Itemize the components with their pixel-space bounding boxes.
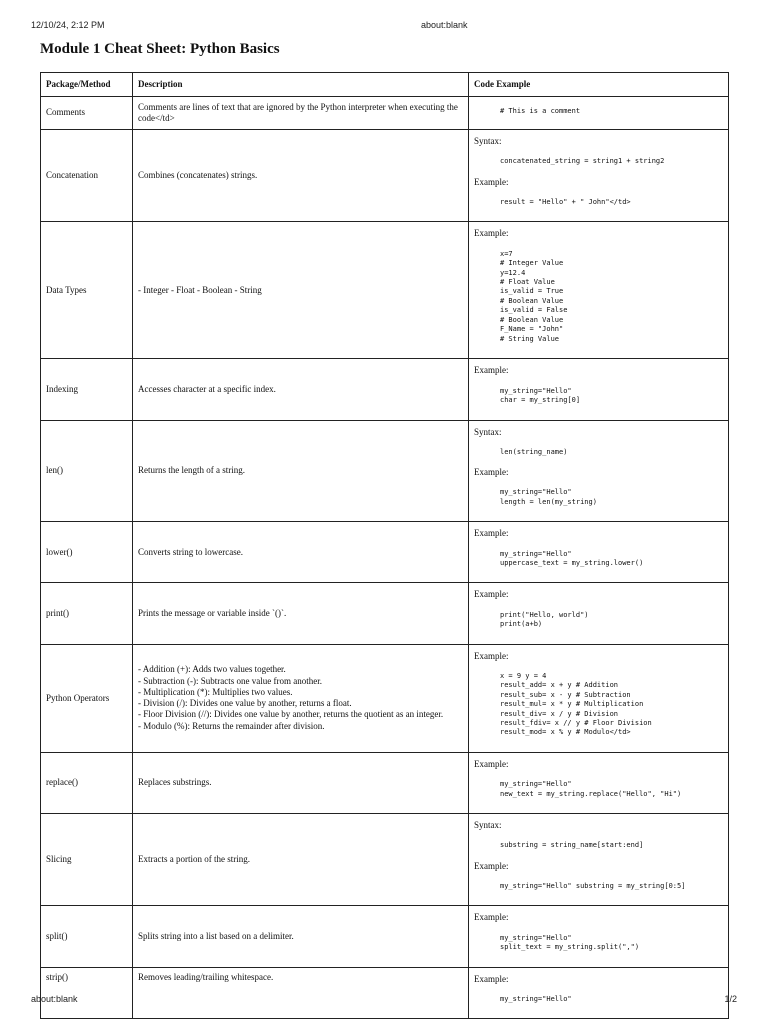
method-cell: lower() — [41, 522, 133, 583]
description-cell: Prints the message or variable inside `()`. — [133, 583, 469, 644]
table-row — [41, 967, 729, 1019]
example-label: Example: — [474, 860, 509, 871]
code-snippet: my_string="Hello" uppercase_text = my_string.lower() — [500, 549, 644, 567]
method-cell: Data Types — [41, 222, 133, 359]
method-cell: Comments — [41, 97, 133, 130]
code-snippet: len(string_name) — [500, 447, 568, 456]
code-snippet: substring = string_name[start:end] — [500, 841, 644, 850]
print-datetime: 12/10/24, 2:12 PM — [31, 20, 105, 30]
description-cell: Combines (concatenates) strings. — [133, 130, 469, 222]
code-snippet: # This is a comment — [500, 107, 581, 115]
code-example-cell — [469, 359, 729, 420]
footer-url: about:blank — [31, 994, 78, 1004]
table-row — [41, 359, 729, 420]
method-cell: Concatenation — [41, 130, 133, 222]
description-cell: - Integer - Float - Boolean - String — [133, 222, 469, 359]
table-row — [41, 583, 729, 644]
example-label: Example: — [474, 528, 509, 539]
table-row — [41, 420, 729, 522]
syntax-label: Syntax: — [474, 820, 502, 830]
table-row — [41, 522, 729, 583]
description-cell: Extracts a portion of the string. — [133, 814, 469, 906]
table-row — [41, 644, 729, 752]
code-snippet: print("Hello, world") print(a+b) — [500, 610, 589, 629]
method-cell: print() — [41, 583, 133, 644]
table-row — [41, 814, 729, 906]
description-cell: Splits string into a list based on a delimiter. — [133, 906, 469, 967]
example-label: Example: — [474, 176, 509, 187]
code-example-cell — [469, 583, 729, 644]
print-header — [31, 20, 737, 32]
code-snippet: my_string="Hello" — [500, 994, 572, 1003]
code-snippet: result = "Hello" + " John"</td> — [500, 197, 631, 206]
print-footer — [31, 994, 737, 1006]
code-example-cell — [469, 222, 729, 359]
description-cell: Comments are lines of text that are ignored by the Python interpreter when executing the code</td> — [133, 97, 469, 130]
example-label: Example: — [474, 467, 509, 478]
code-snippet: x = 9 y = 4 result_add= x + y # Addition result_sub= x - y # Subtraction result_mul= x * y # Multiplication result_div= x / y # Division result_fdiv= x // y # Floor Division result_mod= x % y # Modulo</td> — [500, 671, 652, 737]
cheat-sheet-table — [40, 72, 729, 1019]
method-cell: Indexing — [41, 359, 133, 420]
code-snippet: my_string="Hello" split_text = my_string.split(",") — [500, 933, 640, 952]
code-snippet: x=7 # Integer Value y=12.4 # Float Value is_valid = True # Boolean Value is_valid = False # Boolean Value F_Name = "John" # String Value — [500, 249, 568, 343]
document-title: Module 1 Cheat Sheet: Python Basics — [40, 41, 280, 57]
description-cell: Replaces substrings. — [133, 752, 469, 813]
code-snippet: my_string="Hello" char = my_string[0] — [500, 386, 581, 405]
description-cell: Accesses character at a specific index. — [133, 359, 469, 420]
method-cell: len() — [41, 420, 133, 522]
page-number: 1/2 — [724, 994, 737, 1004]
table-row — [41, 906, 729, 967]
code-example-cell — [469, 522, 729, 583]
description-cell: Returns the length of a string. — [133, 420, 469, 522]
example-label: Example: — [474, 365, 509, 376]
table-row — [41, 222, 729, 359]
syntax-label: Syntax: — [474, 426, 502, 437]
example-label: Example: — [474, 228, 509, 239]
code-snippet: my_string="Hello" new_text = my_string.replace("Hello", "Hi") — [500, 780, 682, 798]
code-example-cell — [469, 130, 729, 222]
code-example-cell — [469, 906, 729, 967]
code-example-cell — [469, 967, 729, 1019]
code-example-cell — [469, 814, 729, 906]
method-cell: Slicing — [41, 814, 133, 906]
table-header-row — [41, 73, 729, 97]
description-cell: Converts string to lowercase. — [133, 522, 469, 583]
code-example-cell — [469, 752, 729, 813]
description-cell: Removes leading/trailing whitespace. — [133, 967, 469, 1019]
example-label: Example: — [474, 758, 509, 769]
example-label: Example: — [474, 973, 509, 984]
code-example-cell — [469, 644, 729, 752]
example-label: Example: — [474, 912, 509, 923]
header-description: Description — [133, 73, 469, 97]
description-cell: - Addition (+): Adds two values together. - Subtraction (-): Subtracts one value from another. - Multiplication (*): Multiplies two values. - Division (/): Divides one value by another, returns a float. - Floor Division (//): Divides one value by another, returns the quotient as an integer. - Modulo (%): Returns the remainder after division. — [133, 644, 469, 752]
code-snippet: my_string="Hello" length = len(my_string) — [500, 488, 597, 506]
print-page-title: about:blank — [421, 20, 468, 30]
table-row — [41, 752, 729, 813]
code-example-cell — [469, 97, 729, 130]
table-row — [41, 97, 729, 130]
example-label: Example: — [474, 650, 509, 661]
method-cell: strip() — [41, 967, 133, 1019]
header-code-example: Code Example — [469, 73, 729, 97]
code-example-cell — [469, 420, 729, 522]
example-label: Example: — [474, 589, 509, 600]
header-package-method: Package/Method — [41, 73, 133, 97]
code-snippet: concatenated_string = string1 + string2 — [500, 157, 665, 166]
syntax-label: Syntax: — [474, 136, 502, 146]
table-row — [41, 130, 729, 222]
method-cell: Python Operators — [41, 644, 133, 752]
code-snippet: my_string="Hello" substring = my_string[0:5] — [500, 881, 686, 890]
method-cell: split() — [41, 906, 133, 967]
method-cell: replace() — [41, 752, 133, 813]
